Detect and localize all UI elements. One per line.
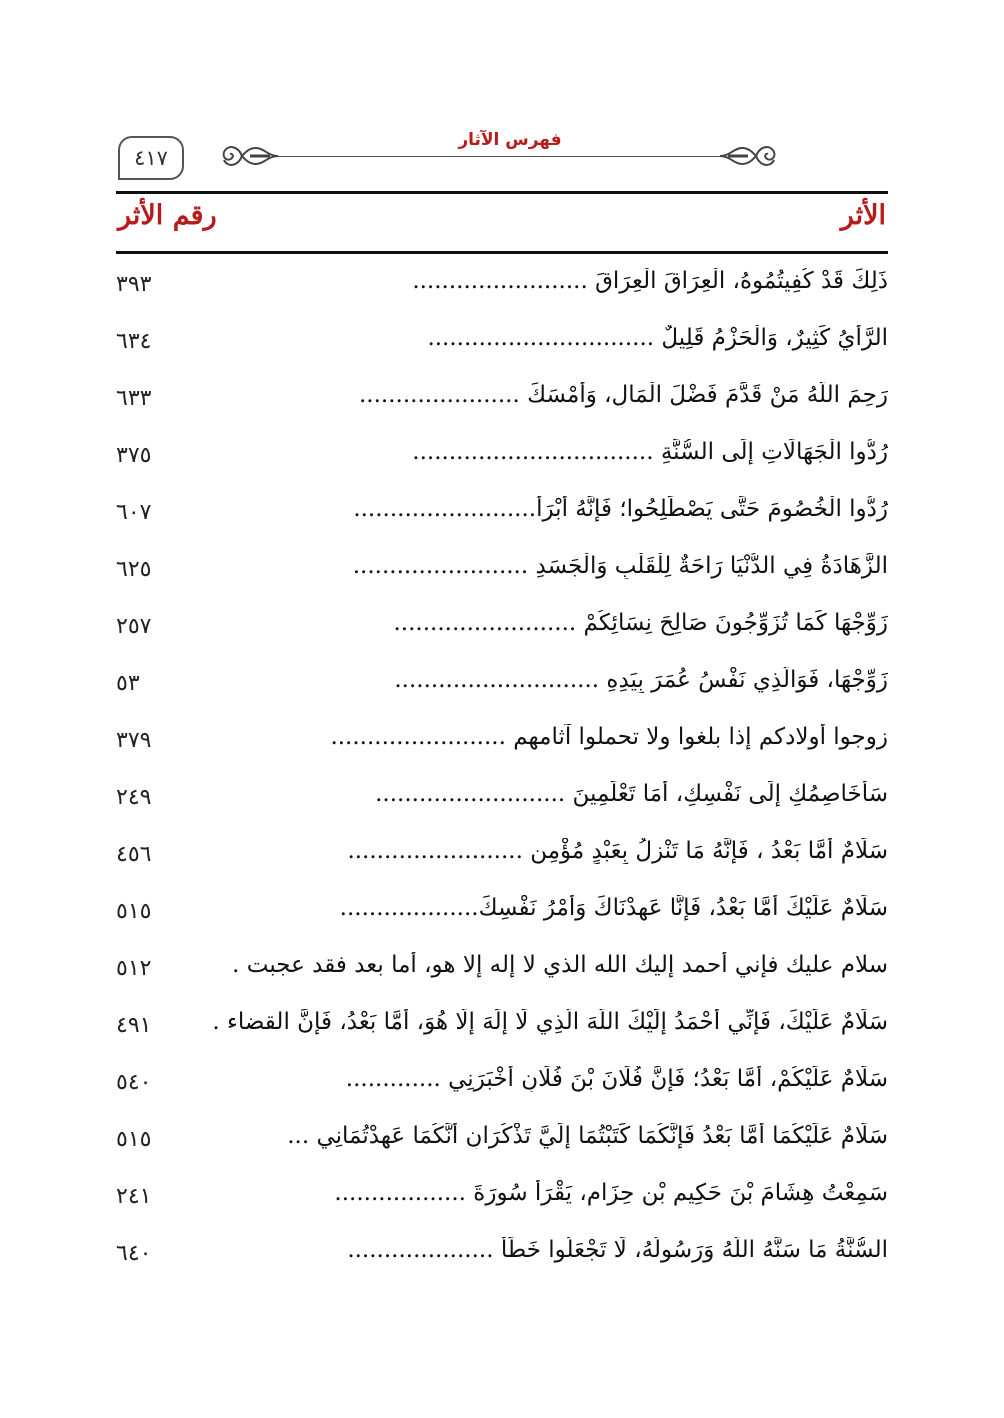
heading-rule xyxy=(116,251,888,254)
entry-text: سَمِعْتُ هِشَامَ بْنَ حَكِيمِ بْنِ حِزَامٍ، يَقْرَأُ سُورَةَ .................. xyxy=(334,1180,888,1206)
entry-text: زوجوا أولادكم إذا بلغوا ولا تحملوا آثامهم ........................ xyxy=(330,724,888,750)
number-column-heading: رقم الأثر xyxy=(118,200,217,231)
list-item xyxy=(116,718,888,775)
list-item xyxy=(116,1174,888,1231)
entry-number: ٥٤٠ xyxy=(116,1070,152,1095)
list-item xyxy=(116,319,888,376)
page-number: ٤١٧ xyxy=(118,136,184,180)
entry-number: ٢٤١ xyxy=(116,1184,152,1209)
index-entries xyxy=(116,262,888,1288)
entry-number: ٥١٥ xyxy=(116,899,152,924)
entry-text: الرَّأْيُ كَثِيرٌ، وَالْحَزْمُ قَلِيلٌ ............................... xyxy=(427,325,888,351)
entry-number: ٥١٢ xyxy=(116,956,152,981)
entry-text: سَلَامٌ عَلَيْكَ، فَإِنِّي أَحْمَدُ إِلَيْكَ اللَّهَ الَّذِي لَا إِلَهَ إِلَّا هُوَ، أَمَّا بَعْدُ، فَإِنَّ القضاء . xyxy=(212,1009,888,1035)
left-ornament-icon xyxy=(220,136,280,176)
list-item xyxy=(116,433,888,490)
entry-text: سلام عليك فإني أحمد إليك الله الذي لا إله إلا هو، أما بعد فقد عجبت . xyxy=(232,952,888,978)
entry-text: سَلَامٌ أَمَّا بَعْدُ ، فَإِنَّهُ مَا تَنْزِلُ بِعَبْدٍ مُؤْمِنٍ ........................ xyxy=(347,838,888,864)
entry-number: ٦٢٥ xyxy=(116,557,152,582)
entry-text: زَوِّجْهَا، فَوَالَّذِي نَفْسُ عُمَرَ بِيَدِهِ ............................ xyxy=(394,667,888,693)
entry-text: سَلَامٌ عَلَيْكُمْ، أَمَّا بَعْدُ؛ فَإِنَّ فُلَانَ بْنَ فُلَانٍ أَخْبَرَنِي ............. xyxy=(345,1066,888,1092)
list-item xyxy=(116,946,888,1003)
entry-number: ٤٥٦ xyxy=(116,842,152,867)
entry-number: ٢٥٧ xyxy=(116,614,152,639)
athar-column-heading: الأثر xyxy=(840,200,886,231)
header-rule xyxy=(278,156,720,157)
entry-text: السُّنَّةُ مَا سَنَّهُ اللَّهُ وَرَسُولُهُ، لَا تَجْعَلُوا خَطَأً .................... xyxy=(347,1237,888,1263)
list-item xyxy=(116,1231,888,1288)
list-item xyxy=(116,1117,888,1174)
list-item xyxy=(116,1003,888,1060)
entry-text: رُدُّوا الْجَهَالَاتِ إِلَى السُّنَّةِ ................................. xyxy=(412,439,888,465)
entry-number: ٤٩١ xyxy=(116,1013,152,1038)
entry-number: ٢٤٩ xyxy=(116,785,152,810)
entry-number: ٦٣٤ xyxy=(116,329,152,354)
entry-number: ٦٤٠ xyxy=(116,1241,152,1266)
entry-number: ٣٩٣ xyxy=(116,272,152,297)
entry-text: الزَّهَادَةُ فِي الدُّنْيَا رَاحَةٌ لِلْقَلْبِ وَالْجَسَدِ ........................ xyxy=(352,553,888,579)
entry-text: زَوِّجْهَا كَمَا تُزَوِّجُونَ صَالِحَ نِسَائِكُمْ ......................... xyxy=(393,610,888,636)
entry-number: ٥١٥ xyxy=(116,1127,152,1152)
running-title: فهرس الآثار xyxy=(458,130,562,150)
entry-text: سَلَامٌ عَلَيْكُمَا أَمَّا بَعْدُ فَإِنَّكُمَا كَتَبْتُمَا إِلَيَّ تَذْكُرَانِ أَنَّكُمَا عَهِدْتُمَانِي ... xyxy=(287,1123,888,1149)
entry-text: رَحِمَ اللَّهُ مَنْ قَدَّمَ فَضْلَ الْمَالِ، وَأَمْسَكَ ...................... xyxy=(358,382,888,408)
entry-number: ٣٧٩ xyxy=(116,728,152,753)
list-item xyxy=(116,661,888,718)
list-item xyxy=(116,262,888,319)
list-item xyxy=(116,547,888,604)
entry-text: سَأُخَاصِمُكِ إِلَى نَفْسِكِ، أَمَا تَعْلَمِينَ .......................... xyxy=(375,781,888,807)
entry-number: ٥٣ xyxy=(116,671,140,696)
entry-text: رُدُّوا الْخُصُومَ حَتَّى يَصْطَلِحُوا؛ فَإِنَّهُ أَبْرَأُ......................... xyxy=(353,496,888,522)
entry-number: ٣٧٥ xyxy=(116,443,152,468)
list-item xyxy=(116,832,888,889)
list-item xyxy=(116,1060,888,1117)
page-header xyxy=(110,128,900,188)
list-item xyxy=(116,604,888,661)
list-item xyxy=(116,376,888,433)
list-item xyxy=(116,490,888,547)
list-item xyxy=(116,889,888,946)
entry-number: ٦٠٧ xyxy=(116,500,152,525)
top-rule xyxy=(116,191,888,194)
list-item xyxy=(116,775,888,832)
entry-text: ذَلِكَ قَدْ كُفِيتُمُوهُ، الْعِرَاقَ الْعِرَاقَ ........................ xyxy=(412,268,888,294)
entry-text: سَلَامٌ عَلَيْكَ أَمَّا بَعْدُ، فَإِنَّا عَهِدْنَاكَ وَأَمْرُ نَفْسِكَ................... xyxy=(339,895,888,921)
entry-number: ٦٣٣ xyxy=(116,386,152,411)
right-ornament-icon xyxy=(718,136,778,176)
